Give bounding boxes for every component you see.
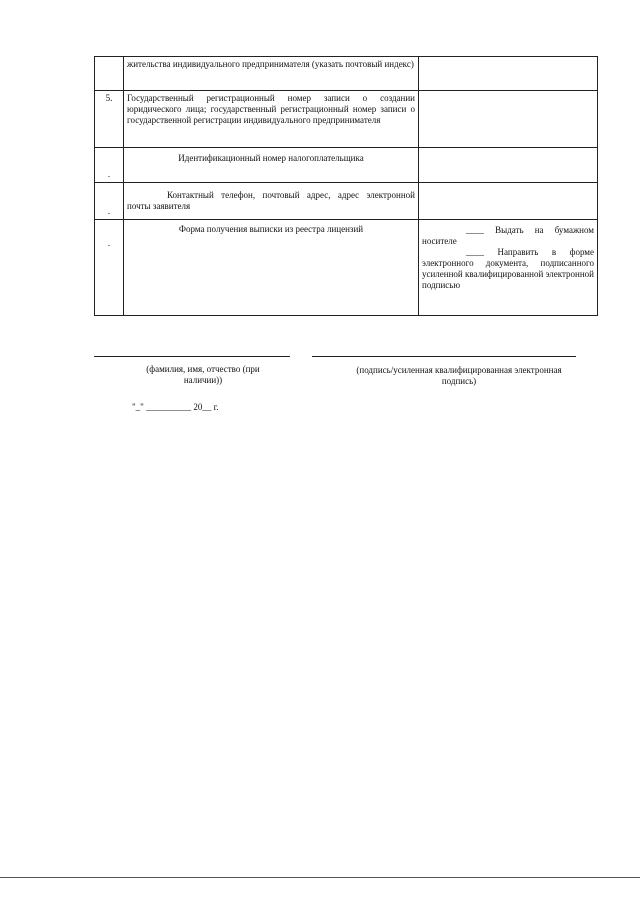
row-description: жительства индивидуального предпринимателя (указать почтовый индекс) bbox=[124, 57, 419, 91]
option-paper-blank: ____ bbox=[466, 225, 484, 235]
application-form-table bbox=[94, 56, 598, 316]
row-number: . bbox=[95, 183, 124, 220]
page-bottom-rule bbox=[0, 877, 640, 878]
name-signature-line[interactable] bbox=[94, 356, 290, 357]
row-description: Контактный телефон, почтовый адрес, адрес электронной почты заявителя bbox=[124, 183, 419, 220]
row-number: . bbox=[95, 148, 124, 183]
row-value-field[interactable] bbox=[419, 148, 598, 183]
row-description: Идентификационный номер налогоплательщика bbox=[124, 148, 419, 183]
option-paper[interactable] bbox=[422, 225, 594, 247]
signature-caption: (подпись/усиленная квалифицированная электронная подпись) bbox=[356, 365, 562, 386]
table-row bbox=[95, 183, 598, 220]
row-value-field[interactable] bbox=[419, 91, 598, 148]
row-value-field[interactable] bbox=[419, 57, 598, 91]
row-number bbox=[95, 57, 124, 91]
row-description: Государственный регистрационный номер записи о создании юридического лица; государственный регистрационный номер записи о государственной регистрации индивидуального предпринимателя bbox=[124, 91, 419, 148]
date-line[interactable]: "_" __________ 20__ г. bbox=[132, 402, 219, 412]
table-row bbox=[95, 148, 598, 183]
option-electronic-text: Направить в форме электронного документа, подписанного усиленной квалифицированной электронной подписью bbox=[422, 247, 594, 290]
table-row bbox=[95, 220, 598, 316]
table-row bbox=[95, 57, 598, 91]
signature-line[interactable] bbox=[312, 356, 576, 357]
option-electronic[interactable] bbox=[422, 247, 594, 291]
table-row bbox=[95, 91, 598, 148]
name-caption: (фамилия, имя, отчество (при наличии)) bbox=[146, 364, 260, 385]
row-number: . bbox=[95, 220, 124, 316]
row-value-field[interactable] bbox=[419, 183, 598, 220]
delivery-options bbox=[419, 220, 598, 316]
option-paper-text: Выдать на бумажном носителе bbox=[422, 225, 595, 246]
row-number: 5. bbox=[95, 91, 124, 148]
row-description: Форма получения выписки из реестра лицензий bbox=[124, 220, 419, 316]
option-electronic-blank: ____ bbox=[466, 247, 484, 257]
